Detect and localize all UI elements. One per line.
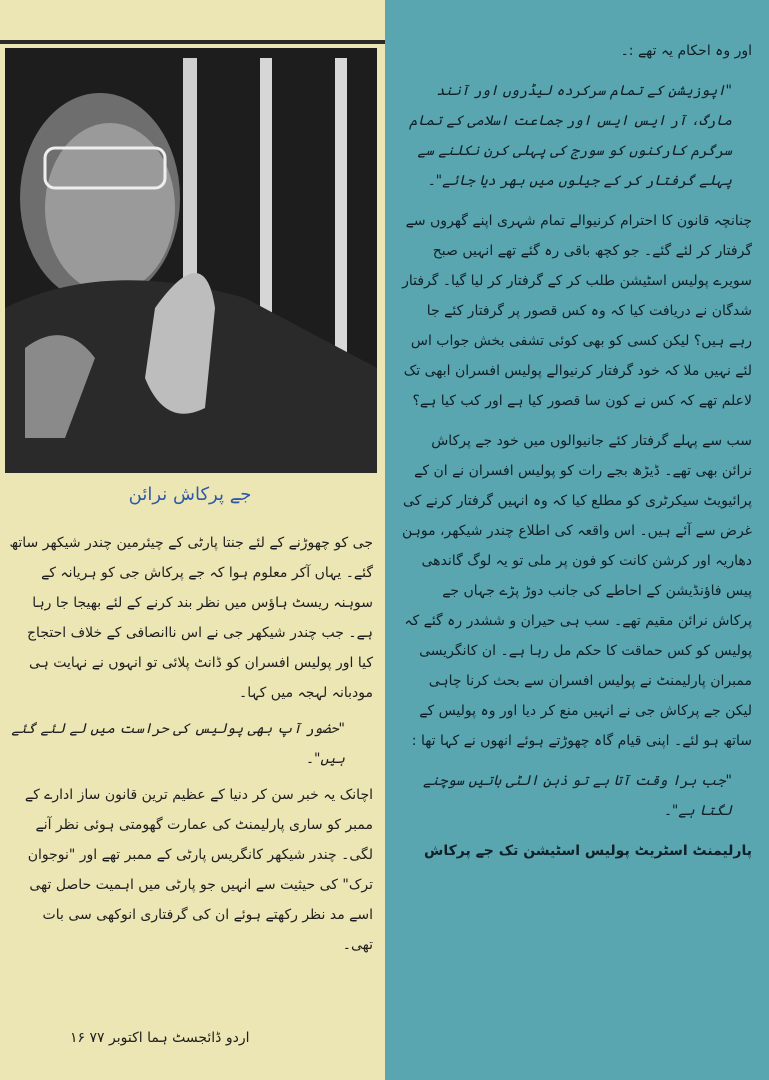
right-quote-2: "جب برا وقت آتا ہے تو ذہن الٹی باتیں سوچنے لگتا ہے"۔ <box>423 773 732 819</box>
photo-caption: جے پرکاش نرائن <box>128 484 252 505</box>
left-paragraph-1: جی کو چھوڑنے کے لئے جنتا پارٹی کے چیئرمین چندر شیکھر ساتھ گئے۔ یہاں آکر معلوم ہوا کہ جے پرکاش جی کو ہریانہ کے سوہنہ ریسٹ ہاؤس میں نظر بند کرنے کے لئے بھیجا جا رہا ہے۔ جب چندر شیکھر جی نے اس ناانصافی کے خلاف احتجاج کیا اور پولیس افسران کو ڈانٹ پلائی تو انہوں نے نہایت ہی مودبانہ لہجہ میں کہا۔ <box>9 535 373 701</box>
left-paragraph-2: اچانک یہ خبر سن کر دنیا کے عظیم ترین قانون ساز ادارے کے ممبر کو ساری پارلیمنٹ کی عمارت گھومتی ہوئی نظر آنے لگی۔ چندر شیکھر کانگریس پارٹی کے ممبر تھے اور "نوجوان ترک" کی حیثیت سے انہیں جو پارٹی میں اہمیت حاصل تھی اسے مد نظر رکھتے ہوئے ان کی گرفتاری انوکھی سی بات تھی۔ <box>24 787 373 953</box>
right-intro: اور وہ احکام یہ تھے :۔ <box>620 43 752 59</box>
portrait-photo-icon <box>5 48 377 473</box>
portrait-photo <box>5 48 377 473</box>
right-quote-1: "اپوزیشن کے تمام سرکردہ لیڈروں اور آنند مارگ، آر ایس ایس اور جماعت اسلامی کے تمام سرگرم کارکنوں کو سورج کی پہلی کرن نکلنے سے پہلے گرفتار کر کے جیلوں میں بھر دیا جائے"۔ <box>409 83 732 189</box>
page-footer: اردو ڈائجسٹ ہما اکتوبر ۷۷ ۱۶ <box>70 1030 250 1046</box>
photo-frame-top <box>0 40 385 44</box>
right-column-text <box>400 36 752 876</box>
right-paragraph-2: سب سے پہلے گرفتار کئے جانیوالوں میں خود جے پرکاش نرائن بھی تھے۔ ڈیڑھ بجے رات کو پولیس افسران نے ان کے پرائیویٹ سیکرٹری کو مطلع کیا کہ وہ انہیں گرفتار کرنے کی غرض سے آئے ہیں۔ اس واقعہ کی اطلاع چندر شیکھر، موہن دھاریہ اور کرشن کانت کو فون پر ملی تو یہ لوگ گاندھی پیس فاؤنڈیشن کے احاطے کی جانب دوڑ پڑے جہاں جے پرکاش نرائن مقیم تھے۔ سب ہی حیران و ششدر رہ گئے کہ پولیس کو کس حماقت کا حکم مل رہا ہے۔ ان کانگریسی ممبران پارلیمنٹ نے پولیس افسران سے بحث کرنا چاہی لیکن جے پرکاش جی نے انہیں منع کر دیا اور وہ پولیس کے ساتھ ہو لئے۔ اپنی قیام گاہ چھوڑتے ہوئے انھوں نے کہا تھا : <box>402 433 752 749</box>
section-heading: پارلیمنٹ اسٹریٹ پولیس اسٹیشن تک جے پرکاش <box>424 843 752 859</box>
left-quote: "حضور آپ بھی پولیس کی حراست میں لے لئے گئے ہیں"۔ <box>11 721 345 767</box>
left-column-text <box>8 528 373 966</box>
right-paragraph-1: چنانچہ قانون کا احترام کرنیوالے تمام شہری اپنے گھروں سے گرفتار کر لئے گئے۔ جو کچھ باقی رہ گئے تھے انہیں صبح سویرے پولیس اسٹیشن طلب کر کے گرفتار کر لیا گیا۔ گرفتار شدگان نے دریافت کیا کہ وہ کس قصور پر گرفتار کئے جا رہے ہیں؟ لیکن کسی کو بھی کوئی تشفی بخش جواب اس لئے نہیں ملا کہ خود گرفتار کرنیوالے پولیس افسران ابھی تک لاعلم تھے کہ کس نے کون سا قصور کیا ہے اور کب کیا ہے؟ <box>402 213 752 409</box>
